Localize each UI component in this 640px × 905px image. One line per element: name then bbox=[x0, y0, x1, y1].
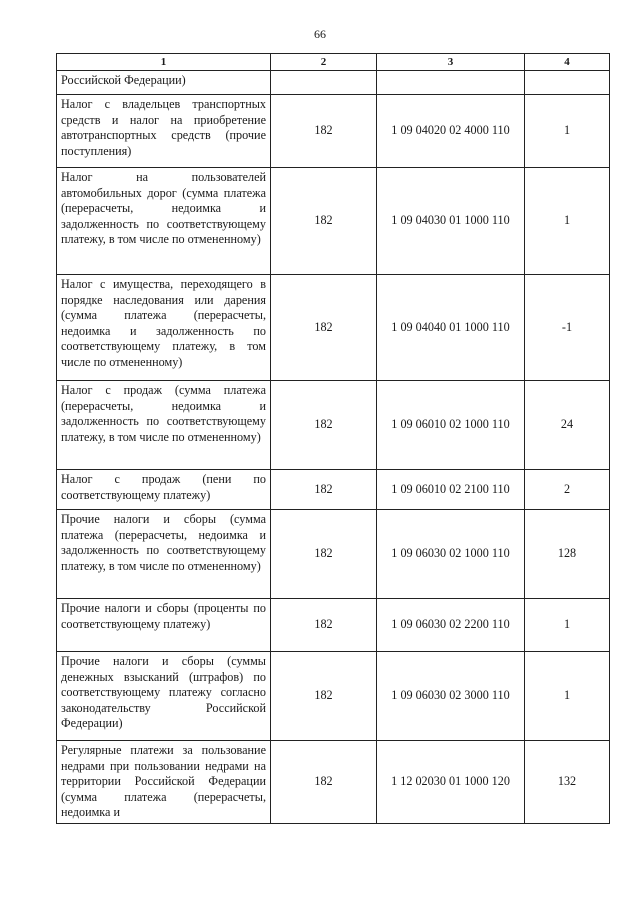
table-row bbox=[57, 381, 610, 470]
column-header: 4 bbox=[525, 54, 610, 71]
kbk-code-cell: 1 09 04020 02 4000 110 bbox=[377, 95, 525, 168]
amount-cell: 24 bbox=[525, 381, 610, 470]
revenue-name-cell: Налог на пользователей автомобильных дорог (сумма платежа (перерасчеты, недоимка и задолженность по соответствующему платежу, в том числе по отмененному) bbox=[57, 168, 271, 275]
amount-cell: 2 bbox=[525, 470, 610, 510]
kbk-code-cell: 1 12 02030 01 1000 120 bbox=[377, 741, 525, 824]
revenue-name-cell: Прочие налоги и сборы (сумма платежа (перерасчеты, недоимка и задолженность по соответствующему платежу, в том числе по отмененному) bbox=[57, 510, 271, 599]
kbk-code-cell: 1 09 06010 02 2100 110 bbox=[377, 470, 525, 510]
admin-code-cell: 182 bbox=[271, 95, 377, 168]
table-row bbox=[57, 741, 610, 824]
admin-code-cell: 182 bbox=[271, 652, 377, 741]
table-header-row bbox=[57, 54, 610, 71]
table-row bbox=[57, 168, 610, 275]
revenue-name-cell: Налог с имущества, переходящего в порядке наследования или дарения (сумма платежа (перерасчеты, недоимка и задолженность по соответствующему платежу, в том числе по отмененному) bbox=[57, 275, 271, 381]
amount-cell: 128 bbox=[525, 510, 610, 599]
column-header: 2 bbox=[271, 54, 377, 71]
revenue-name-cell: Налог с владельцев транспортных средств и налог на приобретение автотранспортных средств (прочие поступления) bbox=[57, 95, 271, 168]
admin-code-cell: 182 bbox=[271, 510, 377, 599]
table-row bbox=[57, 652, 610, 741]
revenue-name-cell: Регулярные платежи за пользование недрами при пользовании недрами на территории Российской Федерации (сумма платежа (перерасчеты, недоимка и bbox=[57, 741, 271, 824]
admin-code-cell: 182 bbox=[271, 275, 377, 381]
revenue-table bbox=[56, 53, 610, 824]
page-number: 66 bbox=[314, 27, 326, 41]
admin-code-cell: 182 bbox=[271, 599, 377, 652]
revenue-name-cell: Российской Федерации) bbox=[57, 71, 271, 95]
table-row bbox=[57, 510, 610, 599]
revenue-name-cell: Прочие налоги и сборы (проценты по соответствующему платежу) bbox=[57, 599, 271, 652]
kbk-code-cell: 1 09 06010 02 1000 110 bbox=[377, 381, 525, 470]
admin-code-cell: 182 bbox=[271, 168, 377, 275]
amount-cell: 1 bbox=[525, 168, 610, 275]
revenue-name-cell: Налог с продаж (пени по соответствующему платежу) bbox=[57, 470, 271, 510]
amount-cell: 1 bbox=[525, 95, 610, 168]
table-row bbox=[57, 95, 610, 168]
kbk-code-cell: 1 09 06030 02 1000 110 bbox=[377, 510, 525, 599]
amount-cell: 132 bbox=[525, 741, 610, 824]
admin-code-cell: 182 bbox=[271, 741, 377, 824]
admin-code-cell: 182 bbox=[271, 381, 377, 470]
amount-cell bbox=[525, 71, 610, 95]
admin-code-cell bbox=[271, 71, 377, 95]
table-row bbox=[57, 599, 610, 652]
amount-cell: 1 bbox=[525, 599, 610, 652]
kbk-code-cell: 1 09 04040 01 1000 110 bbox=[377, 275, 525, 381]
column-header: 1 bbox=[57, 54, 271, 71]
table-row bbox=[57, 470, 610, 510]
amount-cell: -1 bbox=[525, 275, 610, 381]
admin-code-cell: 182 bbox=[271, 470, 377, 510]
kbk-code-cell: 1 09 06030 02 3000 110 bbox=[377, 652, 525, 741]
amount-cell: 1 bbox=[525, 652, 610, 741]
column-header: 3 bbox=[377, 54, 525, 71]
kbk-code-cell bbox=[377, 71, 525, 95]
kbk-code-cell: 1 09 06030 02 2200 110 bbox=[377, 599, 525, 652]
revenue-name-cell: Прочие налоги и сборы (суммы денежных взысканий (штрафов) по соответствующему платежу согласно законодательству Российской Федерации) bbox=[57, 652, 271, 741]
kbk-code-cell: 1 09 04030 01 1000 110 bbox=[377, 168, 525, 275]
revenue-name-cell: Налог с продаж (сумма платежа (перерасчеты, недоимка и задолженность по соответствующему платежу, в том числе по отмененному) bbox=[57, 381, 271, 470]
table-row bbox=[57, 71, 610, 95]
table-row bbox=[57, 275, 610, 381]
